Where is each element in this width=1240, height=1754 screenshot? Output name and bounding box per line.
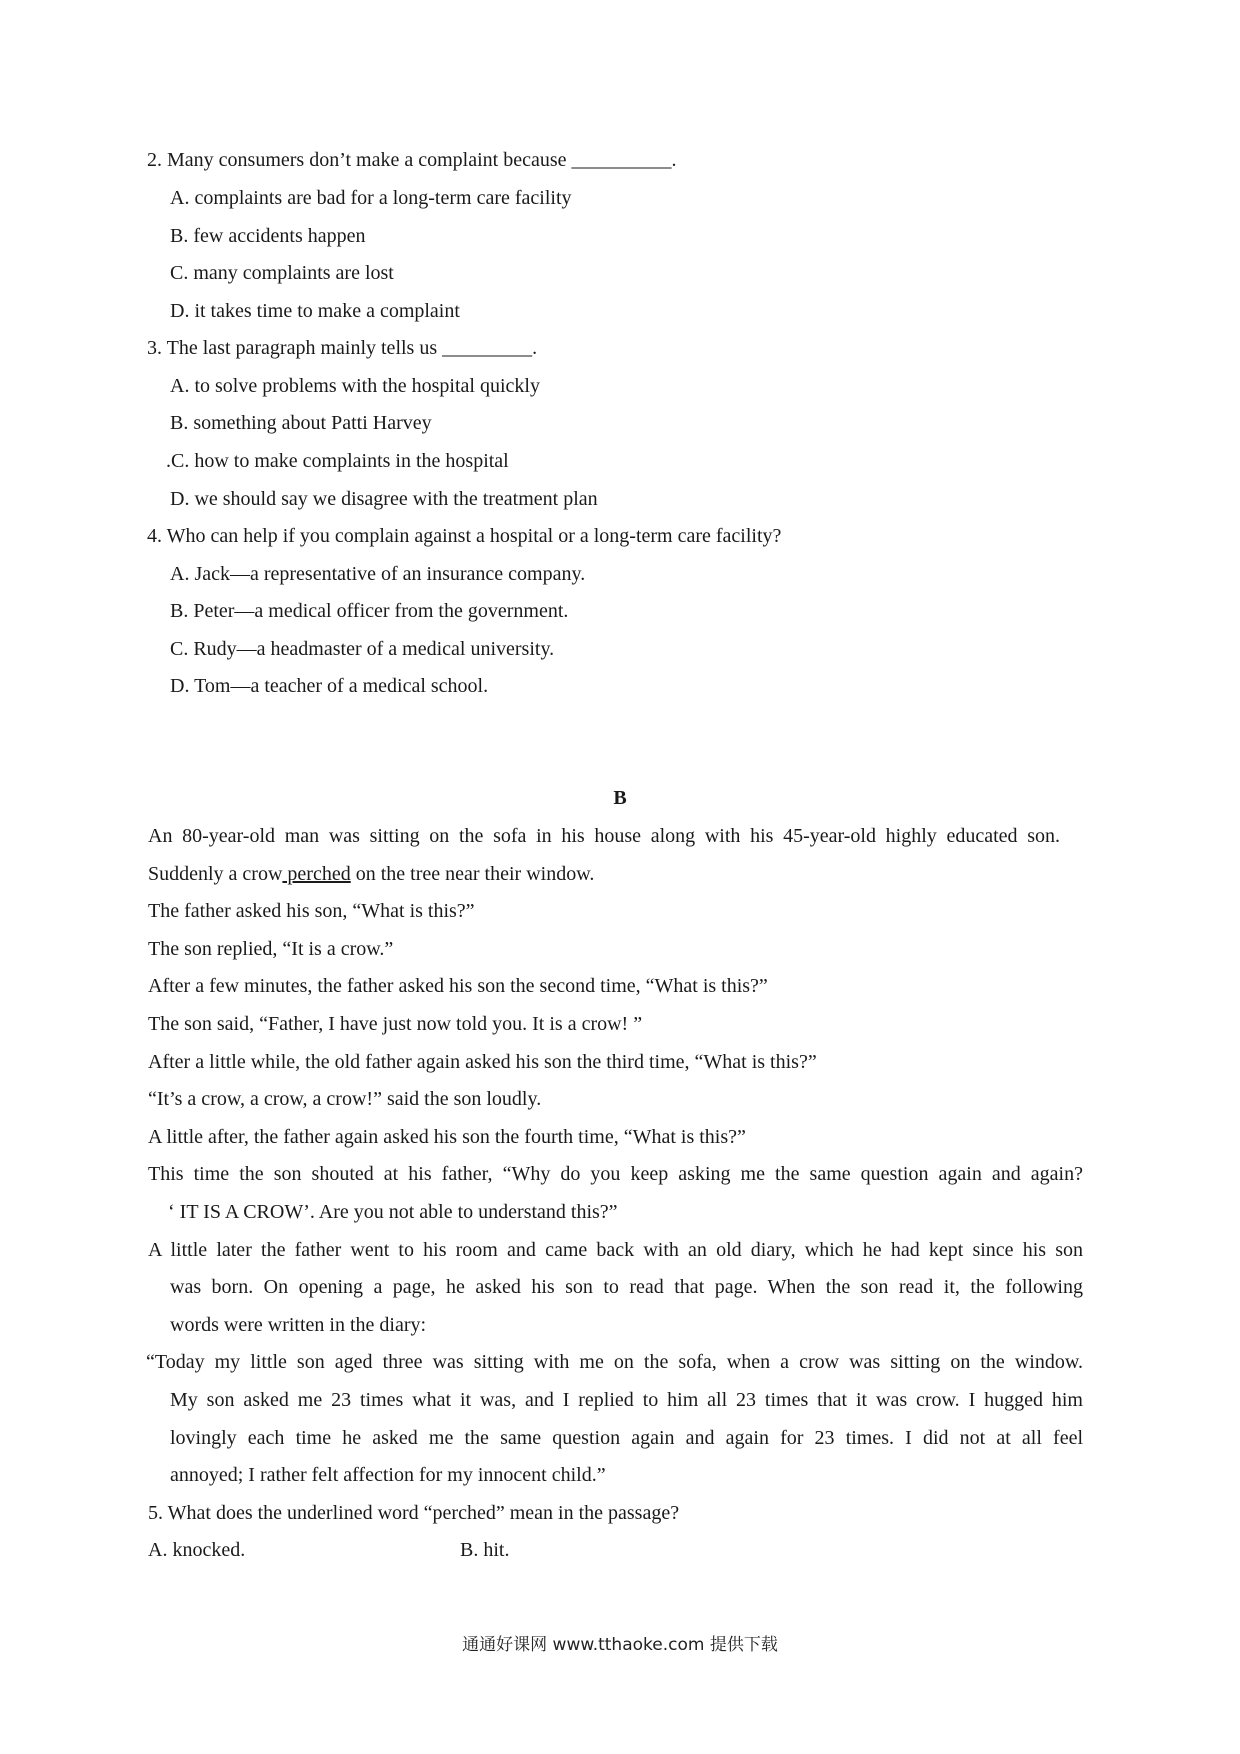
question-4-option-d: D. Tom—a teacher of a medical school.: [170, 675, 489, 697]
passage-line-2-start: Suddenly a crow: [148, 863, 283, 885]
question-3-option-d: D. we should say we disagree with the treatment plan: [170, 488, 598, 510]
page-footer: 通通好课网 www.tthaoke.com 提供下载: [462, 1635, 778, 1655]
passage-paragraph-10-line-2: ‘ IT IS A CROW’. Are you not able to understand this?”: [168, 1201, 618, 1223]
question-3-option-b: B. something about Patti Harvey: [170, 412, 432, 434]
question-5-option-b: B. hit.: [460, 1539, 510, 1561]
passage-line-7: After a little while, the old father again asked his son the third time, “What is this?”: [148, 1051, 817, 1073]
passage-line-2: [148, 860, 594, 888]
passage-line-4: The son replied, “It is a crow.”: [148, 938, 394, 960]
question-5-option-a: A. knocked.: [148, 1539, 246, 1561]
passage-paragraph-11-line-3: words were written in the diary:: [170, 1314, 427, 1336]
question-5-stem: 5. What does the underlined word “perched” mean in the passage?: [148, 1502, 680, 1524]
passage-line-9: A little after, the father again asked his son the fourth time, “What is this?”: [148, 1126, 746, 1148]
passage-line-2-end: on the tree near their window.: [350, 863, 595, 885]
question-2-option-b: B. few accidents happen: [170, 225, 366, 247]
question-2-option-a: A. complaints are bad for a long-term care facility: [170, 187, 572, 209]
question-2-option-d: D. it takes time to make a complaint: [170, 300, 460, 322]
passage-line-8: “It’s a crow, a crow, a crow!” said the son loudly.: [148, 1088, 542, 1110]
question-2-option-c: C. many complaints are lost: [170, 262, 394, 284]
question-4-option-b: B. Peter—a medical officer from the government.: [170, 600, 569, 622]
passage-paragraph-11-line-2: was born. On opening a page, he asked his son to read that page. When the son read it, the following: [170, 1276, 1083, 1298]
passage-line-1: An 80-year-old man was sitting on the sofa in his house along with his 45-year-old highly educated son.: [148, 825, 1060, 847]
passage-paragraph-11-line-1: A little later the father went to his room and came back with an old diary, which he had kept since his son: [148, 1239, 1083, 1261]
question-3-option-c: .C. how to make complaints in the hospital: [166, 450, 509, 472]
passage-line-5: After a few minutes, the father asked his son the second time, “What is this?”: [148, 975, 768, 997]
passage-paragraph-10-line-1: This time the son shouted at his father, “Why do you keep asking me the same question again and again?: [148, 1163, 1083, 1185]
question-3-option-a: A. to solve problems with the hospital quickly: [170, 375, 540, 397]
question-3-stem: 3. The last paragraph mainly tells us _________.: [147, 337, 538, 359]
diary-quote-line-2: My son asked me 23 times what it was, and I replied to him all 23 times that it was crow. I hugged him: [170, 1389, 1083, 1411]
diary-quote-line-1: “Today my little son aged three was sitting with me on the sofa, when a crow was sitting on the window.: [146, 1351, 1083, 1373]
underlined-word-perched: perched: [282, 863, 351, 885]
section-b-heading: B: [613, 787, 627, 809]
diary-quote-line-3: lovingly each time he asked me the same question again and again for 23 times. I did not at all feel: [170, 1427, 1083, 1449]
question-4-option-a: A. Jack—a representative of an insurance company.: [170, 563, 586, 585]
passage-line-3: The father asked his son, “What is this?”: [148, 900, 475, 922]
question-4-stem: 4. Who can help if you complain against a hospital or a long-term care facility?: [147, 525, 782, 547]
question-4-option-c: C. Rudy—a headmaster of a medical university.: [170, 638, 555, 660]
question-2-stem: 2. Many consumers don’t make a complaint because __________.: [147, 149, 677, 171]
diary-quote-line-4: annoyed; I rather felt affection for my innocent child.”: [170, 1464, 606, 1486]
passage-line-6: The son said, “Father, I have just now told you. It is a crow! ”: [148, 1013, 643, 1035]
